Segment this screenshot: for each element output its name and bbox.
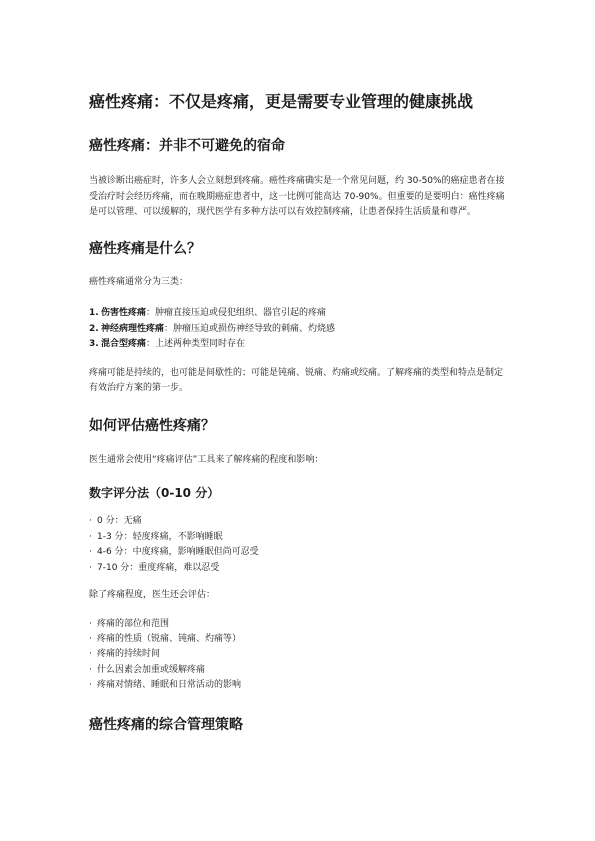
list-text: 疼痛的性质（锐痛、钝痛、灼痛等） <box>97 634 242 644</box>
bullet-icon: · <box>89 680 92 691</box>
bullet-icon: · <box>89 531 92 542</box>
list-item <box>89 306 509 321</box>
list-desc: ：重度疼痛，难以忍受 <box>129 562 220 573</box>
list-item <box>89 322 509 337</box>
list-desc: ：轻度疼痛，不影响睡眠 <box>123 531 223 542</box>
bullet-icon: · <box>89 562 92 573</box>
list-score: 0 分 <box>97 516 115 527</box>
list-term: 神经病理性疼痛 <box>101 323 165 334</box>
types-intro-paragraph: 癌性疼痛通常分为三类： <box>89 276 189 287</box>
list-desc: ：无痛 <box>114 516 142 527</box>
list-item <box>89 514 509 529</box>
list-item <box>89 663 509 678</box>
document-page <box>89 92 509 734</box>
bullet-icon: · <box>89 618 92 629</box>
list-desc: ：中度疼痛，影响睡眠但尚可忍受 <box>123 547 259 558</box>
nrs-scale-list <box>89 514 509 576</box>
list-item <box>89 678 509 693</box>
assess-intro-paragraph: 医生通常会使用“疼痛评估”工具来了解疼痛的程度和影响： <box>89 454 324 465</box>
other-assess-list <box>89 617 509 694</box>
list-desc: ：上述两种类型同时存在 <box>146 339 246 350</box>
document-title: 癌性疼痛：不仅是疼痛，更是需要专业管理的健康挑战 <box>89 92 474 111</box>
list-item <box>89 647 509 662</box>
list-item <box>89 337 509 352</box>
list-text: 疼痛对情绪、睡眠和日常活动的影响 <box>97 680 242 691</box>
list-score: 4-6 分 <box>97 547 124 558</box>
list-item <box>89 617 509 632</box>
list-text: 疼痛的部位和范围 <box>97 618 170 629</box>
bullet-icon: · <box>89 634 92 644</box>
list-desc: ：肿瘤直接压迫或侵犯组织、器官引起的疼痛 <box>146 308 327 319</box>
subsection-heading-nrs: 数字评分法（0-10 分） <box>89 486 220 501</box>
list-text: 什么因素会加重或缓解疼痛 <box>97 664 206 675</box>
section-heading-fate: 癌性疼痛：并非不可避免的宿命 <box>89 138 285 154</box>
list-item <box>89 530 509 545</box>
intro-paragraph: 当被诊断出癌症时，许多人会立刻想到疼痛。癌性疼痛确实是一个常见问题，约 30-50%的癌症患者在接受治疗时会经历疼痛，而在晚期癌症患者中，这一比例可能高达 70-90%。但重要的是要明白：癌性疼痛是可以管理、可以缓解的，现代医学有多种方法可以有效控制疼痛，让患者保持生活质量和尊严。 <box>89 176 505 218</box>
list-desc: ：肿瘤压迫或损伤神经导致的刺痛、灼烧感 <box>164 323 336 334</box>
list-term: 混合型疼痛 <box>101 339 147 350</box>
list-item <box>89 545 509 560</box>
list-number: 1. <box>89 308 99 319</box>
types-note-paragraph: 疼痛可能是持续的，也可能是间歇性的；可能是钝痛、锐痛、灼痛或绞痛。了解疼痛的类型和特点是制定有效治疗方案的第一步。 <box>89 367 504 394</box>
bullet-icon: · <box>89 516 92 527</box>
list-term: 伤害性疼痛 <box>101 308 147 319</box>
section-heading-what: 癌性疼痛是什么？ <box>89 240 201 257</box>
list-score: 7-10 分 <box>97 562 130 573</box>
list-text: 疼痛的持续时间 <box>97 649 161 660</box>
bullet-icon: · <box>89 664 92 675</box>
list-score: 1-3 分 <box>97 531 124 542</box>
list-item <box>89 632 509 647</box>
section-heading-assess: 如何评估癌性疼痛？ <box>89 417 215 434</box>
section-heading-manage: 癌性疼痛的综合管理策略 <box>89 716 243 733</box>
list-number: 3. <box>89 339 99 350</box>
pain-types-list <box>89 306 509 352</box>
bullet-icon: · <box>89 547 92 558</box>
other-assess-intro: 除了疼痛程度，医生还会评估： <box>89 590 216 600</box>
bullet-icon: · <box>89 649 92 660</box>
list-number: 2. <box>89 323 99 334</box>
list-item <box>89 561 509 576</box>
